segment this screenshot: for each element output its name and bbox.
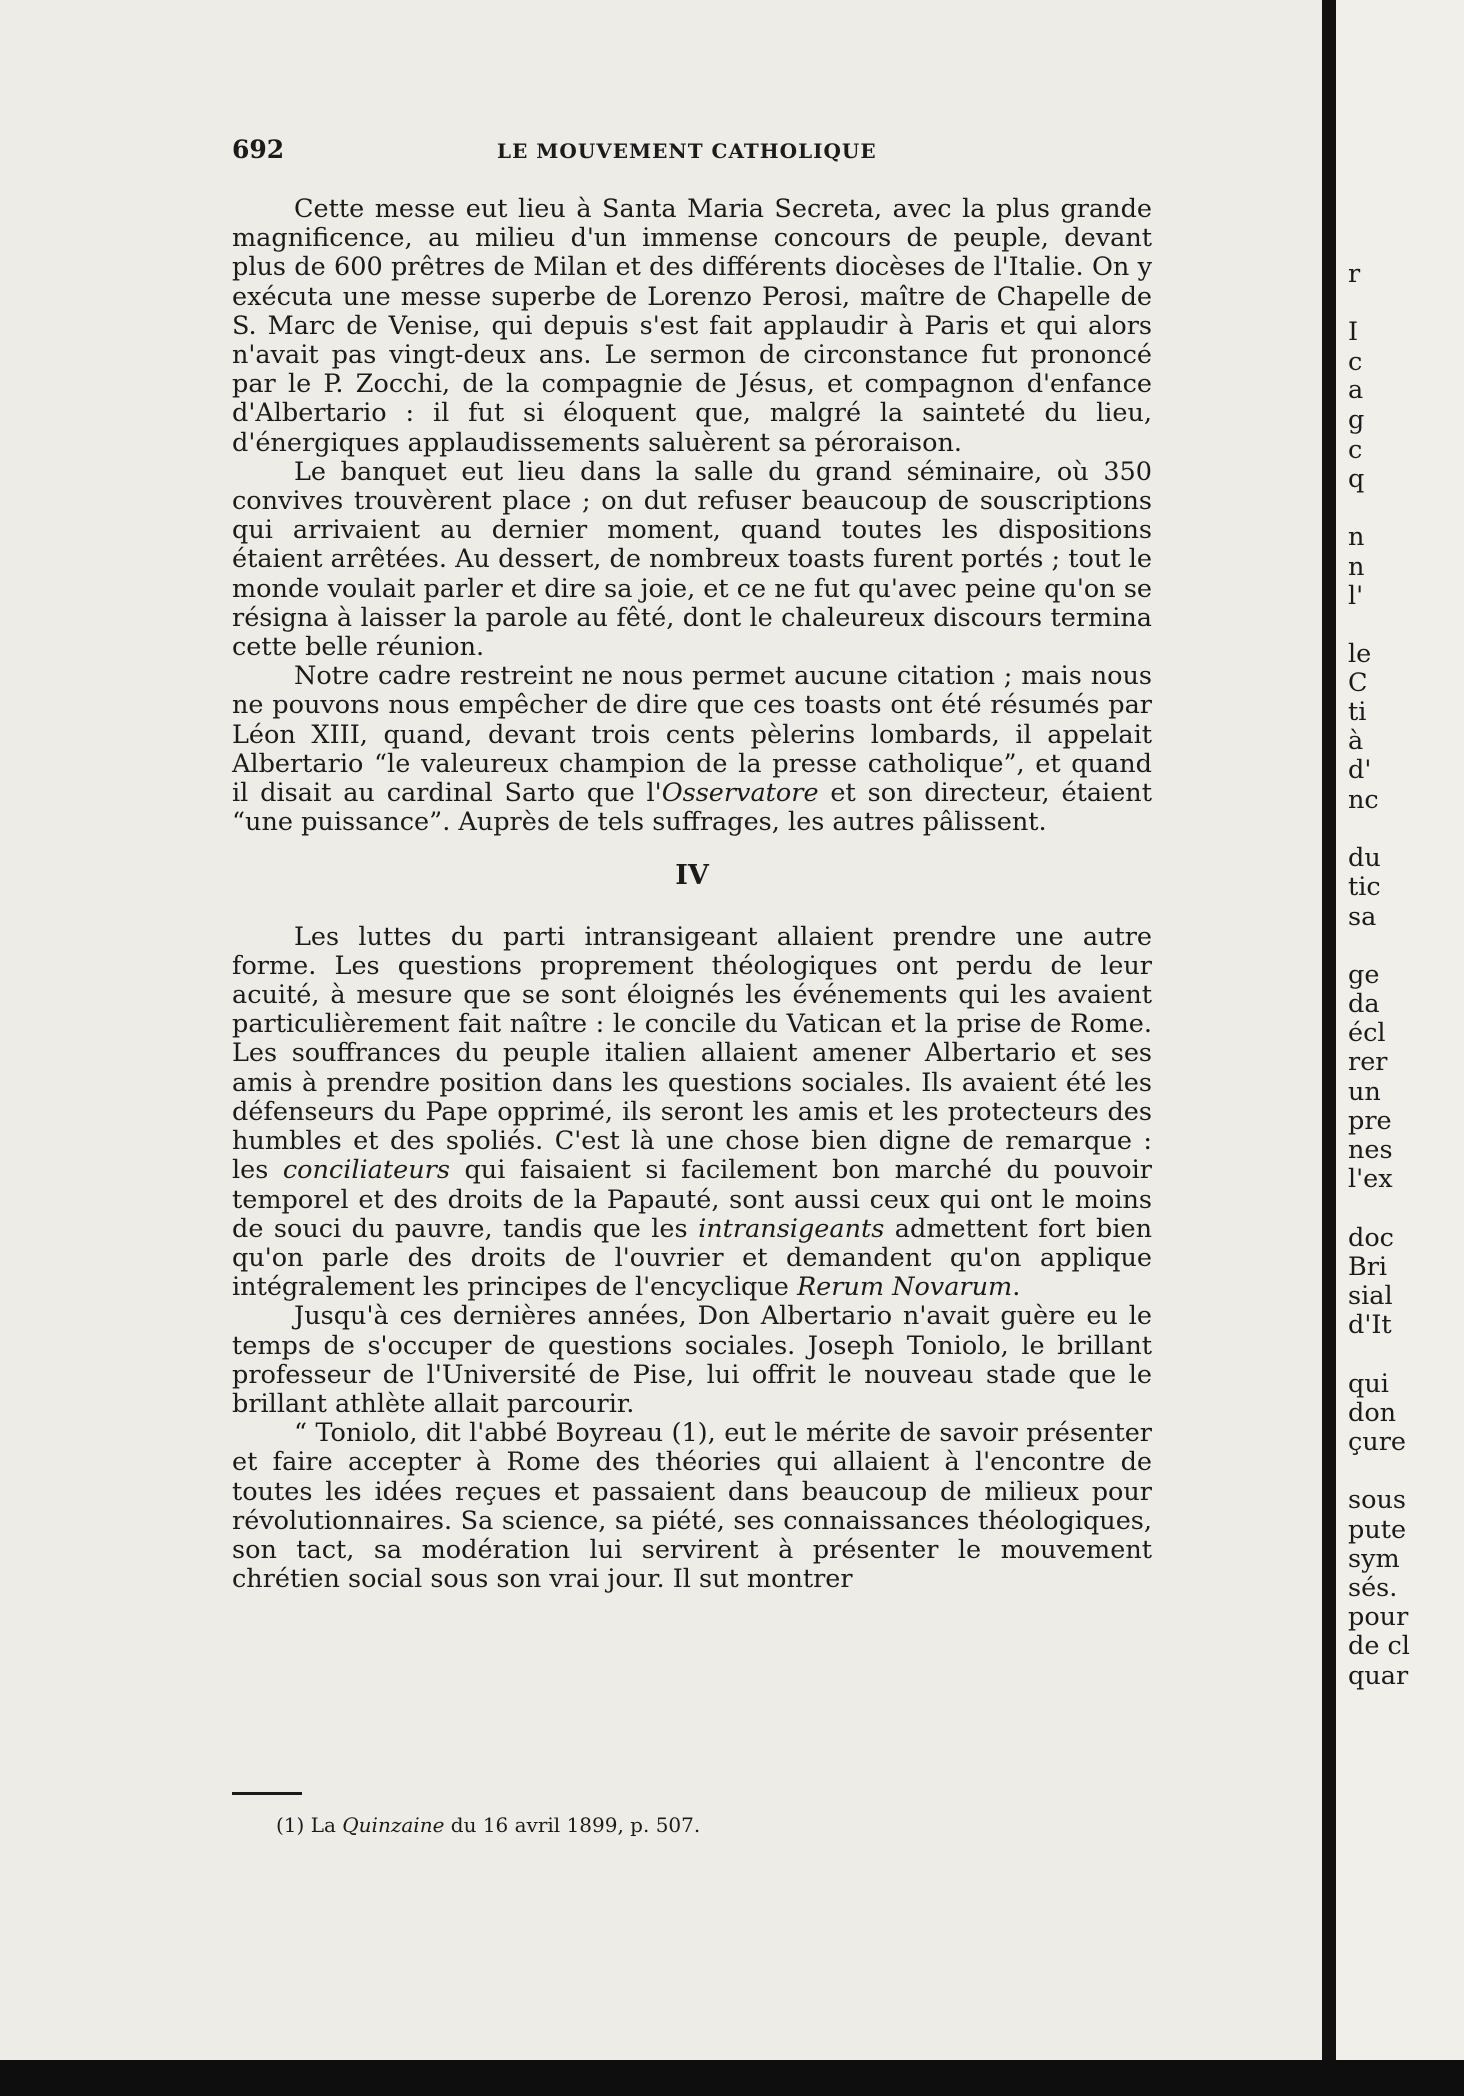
adjacent-page-fragment: n bbox=[1348, 552, 1365, 582]
paragraph: Les luttes du parti intransigeant allaient prendre une autre forme. Les questions proprement théologiques ont perdu de leur acuité, à mesure que se sont éloignés les événements qui les avaient particulièrement fait naître : le concile du Vatican et la prise de Rome. Les souffrances du peuple italien allaient amener Albertario et ses amis à prendre position dans les questions sociales. Ils avaient été les défenseurs du Pape opprimé, ils seront les amis et les protecteurs des humbles et des spoliés. C'est là une chose bien digne de remarque : les conciliateurs qui faisaient si facilement bon marché du pouvoir temporel et des droits de la Papauté, sont aussi ceux qui ont le moins de souci du pauvre, tandis que les intransigeants admettent fort bien qu'on parle des droits de l'ouvrier et demandent qu'on applique intégralement les principes de l'encyclique Rerum Novarum. bbox=[232, 921, 1152, 1303]
adjacent-page-fragment: pute bbox=[1348, 1515, 1407, 1545]
adjacent-page-fragment: don bbox=[1348, 1398, 1397, 1428]
adjacent-page-fragment: doc bbox=[1348, 1223, 1394, 1253]
adjacent-page-fragment: sial bbox=[1348, 1281, 1393, 1311]
section-heading: IV bbox=[675, 860, 709, 892]
body-text bbox=[232, 195, 1152, 1594]
adjacent-page-fragment: n bbox=[1348, 522, 1365, 552]
adjacent-page-fragment: le bbox=[1348, 639, 1372, 669]
adjacent-page-fragment: l'ex bbox=[1348, 1164, 1393, 1194]
adjacent-page-fragment: C bbox=[1348, 668, 1368, 698]
adjacent-page-fragment: nes bbox=[1348, 1135, 1393, 1165]
adjacent-page-fragment: tic bbox=[1348, 872, 1381, 902]
paragraph: Cette messe eut lieu à Santa Maria Secreta, avec la plus grande magnificence, au milieu d'un immense concours de peuple, devant plus de 600 prêtres de Milan et des différents diocèses de l'Italie. On y exécuta une messe superbe de Lorenzo Perosi, maître de Chapelle de S. Marc de Venise, qui depuis s'est fait applaudir à Paris et qui alors n'avait pas vingt-deux ans. Le sermon de circonstance fut prononcé par le P. Zocchi, de la compagnie de Jésus, et compagnon d'enfance d'Albertario : il fut si éloquent que, malgré la sainteté du lieu, d'énergiques applaudissements saluèrent sa péroraison. bbox=[232, 194, 1152, 458]
page-header bbox=[232, 135, 1152, 175]
adjacent-page-fragment: du bbox=[1348, 843, 1381, 873]
book-spine-shadow bbox=[1322, 0, 1336, 2096]
adjacent-page-fragment: ge bbox=[1348, 960, 1380, 990]
paragraph: “ Toniolo, dit l'abbé Boyreau (1), eut le mérite de savoir présenter et faire accepter à Rome des théories qui allaient à l'encontre de toutes les idées reçues et passaient dans beaucoup de milieux pour révolutionnaires. Sa science, sa piété, ses connaissances théologiques, son tact, sa modération lui servirent à présenter le mouvement chrétien social sous son vrai jour. Il sut montrer bbox=[232, 1418, 1152, 1595]
footnote-rule bbox=[232, 1792, 302, 1795]
adjacent-page-fragment: sym bbox=[1348, 1544, 1400, 1574]
adjacent-page-fragment: quar bbox=[1348, 1661, 1409, 1691]
italic-term: intransigeants bbox=[698, 1213, 885, 1244]
paragraph: Notre cadre restreint ne nous permet aucune citation ; mais nous ne pouvons nous empêcher de dire que ces toasts ont été résumés par Léon XIII, quand, devant trois cents pèlerins lombards, il appelait Albertario “le valeureux champion de la presse catholique”, et quand il disait au cardinal Sarto que l'Osservatore et son directeur, étaient “une puissance”. Auprès de tels suffrages, les autres pâlissent. bbox=[232, 661, 1152, 838]
paragraph: Jusqu'à ces dernières années, Don Albertario n'avait guère eu le temps de s'occuper de questions sociales. Joseph Toniolo, le brillant professeur de l'Université de Pise, lui offrit le nouveau stade que le brillant athlète allait parcourir. bbox=[232, 1301, 1152, 1419]
adjacent-page-fragment: pre bbox=[1348, 1106, 1392, 1136]
adjacent-page-fragment: r bbox=[1348, 259, 1361, 289]
adjacent-page-fragment: q bbox=[1348, 464, 1365, 494]
adjacent-page-fragment: I bbox=[1348, 317, 1359, 347]
scan-border bbox=[0, 2060, 1464, 2096]
italic-title: Osservatore bbox=[661, 778, 819, 809]
adjacent-page-fragment: un bbox=[1348, 1077, 1381, 1107]
adjacent-page-fragment: de cl bbox=[1348, 1631, 1410, 1661]
italic-title: Rerum Novarum bbox=[796, 1272, 1013, 1303]
italic-term: conciliateurs bbox=[282, 1155, 450, 1186]
adjacent-page-fragment: nc bbox=[1348, 785, 1379, 815]
footnote: (1) La Quinzaine du 16 avril 1899, p. 507. bbox=[276, 1813, 701, 1837]
adjacent-page-fragment: çure bbox=[1348, 1427, 1406, 1457]
adjacent-page-fragment: c bbox=[1348, 435, 1363, 465]
adjacent-page-fragment: rer bbox=[1348, 1047, 1388, 1077]
page-number: 692 bbox=[232, 135, 285, 164]
adjacent-page-fragment: d' bbox=[1348, 755, 1372, 785]
adjacent-page-fragment: l' bbox=[1348, 581, 1364, 611]
adjacent-page-fragment: Bri bbox=[1348, 1252, 1388, 1282]
adjacent-page-fragment: ti bbox=[1348, 697, 1367, 727]
running-title: LE MOUVEMENT CATHOLIQUE bbox=[497, 139, 877, 163]
adjacent-page-fragment: c bbox=[1348, 347, 1363, 377]
adjacent-page-fragment: sous bbox=[1348, 1485, 1406, 1515]
adjacent-page-fragment: à bbox=[1348, 726, 1364, 756]
adjacent-page-fragment: sa bbox=[1348, 902, 1377, 932]
paragraph: Le banquet eut lieu dans la salle du grand séminaire, où 350 convives trouvèrent place ; on dut refuser beaucoup de souscriptions qui arrivaient au dernier moment, quand toutes les dispositions étaient arrêtées. Au dessert, de nombreux toasts furent portés ; tout le monde voulait parler et dire sa joie, et ce ne fut qu'avec peine qu'on se résigna à laisser la parole au fêté, dont le chaleureux discours termina cette belle réunion. bbox=[232, 456, 1152, 663]
adjacent-page-fragment: da bbox=[1348, 989, 1380, 1019]
adjacent-page-fragment: a bbox=[1348, 375, 1364, 405]
adjacent-page-fragment: pour bbox=[1348, 1602, 1409, 1632]
adjacent-page-fragment: qui bbox=[1348, 1369, 1389, 1399]
adjacent-page-fragment: g bbox=[1348, 405, 1365, 435]
adjacent-page-fragment: sés. bbox=[1348, 1573, 1398, 1603]
adjacent-page-fragment: écl bbox=[1348, 1018, 1386, 1048]
adjacent-page bbox=[1336, 0, 1464, 2096]
adjacent-page-fragment: d'It bbox=[1348, 1310, 1392, 1340]
